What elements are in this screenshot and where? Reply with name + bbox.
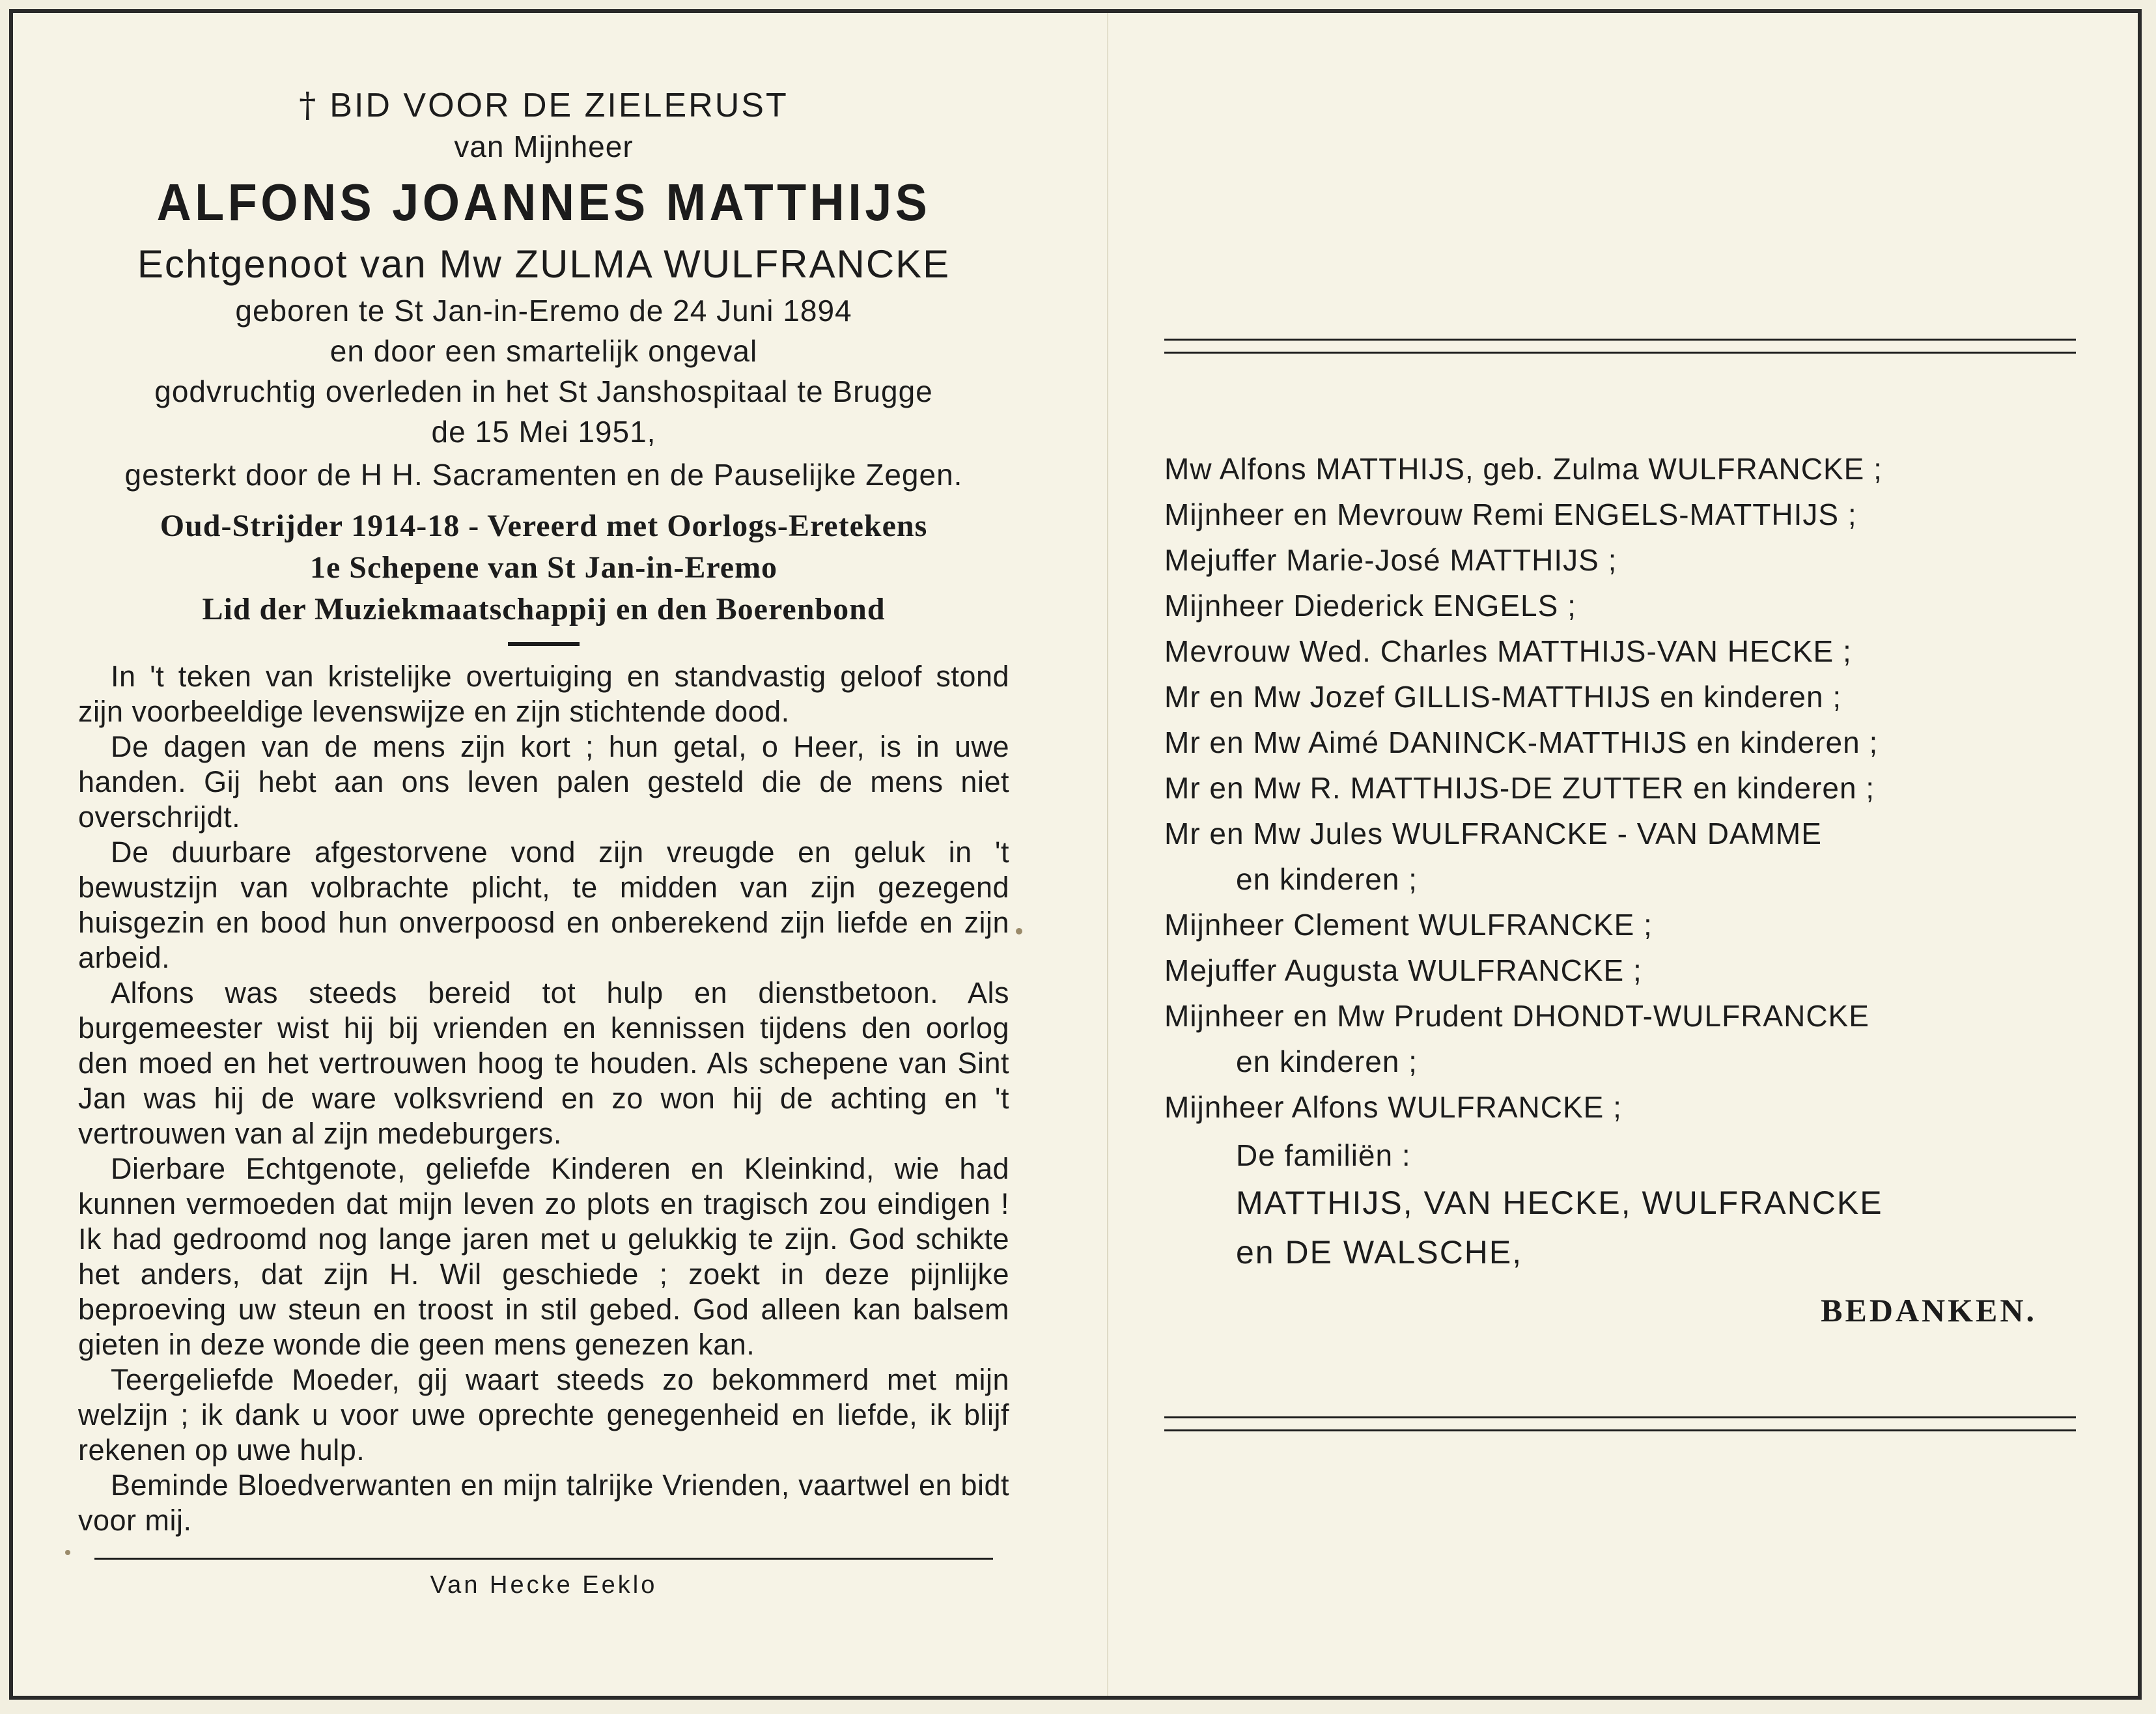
- sacraments-line: gesterkt door de H H. Sacramenten en de Pauselijke Zegen.: [124, 458, 963, 492]
- info-line: geboren te St Jan-in-Eremo de 24 Juni 1894: [235, 294, 852, 328]
- printer-credit: Van Hecke Eeklo: [430, 1571, 658, 1599]
- deceased-name: ALFONS JOANNES MATTHIJS: [156, 173, 931, 231]
- prayer-text: BID VOOR DE ZIELERUST: [329, 87, 789, 124]
- honorific: van Mijnheer: [454, 130, 634, 163]
- paper-spot: [65, 1550, 70, 1555]
- cross-icon: †: [299, 86, 318, 125]
- prayer-heading: [78, 85, 1009, 126]
- info-line: en door een smartelijk ongeval: [329, 334, 758, 368]
- paragraph: Beminde Bloedverwanten en mijn talrijke Vrienden, vaartwel en bidt voor mij.: [78, 1468, 1009, 1537]
- footer-rule: [94, 1558, 993, 1560]
- bottom-double-rule: [1164, 1416, 2076, 1432]
- families-label: De familiën :: [1236, 1138, 1411, 1172]
- paragraph: Alfons was steeds bereid tot hulp en dienstbetoon. Als burgemeester wist hij bij vrienden en kennissen tijdens den oorlog den moed en het vertrouwen hoog te houden. Als schepene van Sint Jan was hij de ware volksvriend en zo won hij de achting en 't vertrouwen van al zijn medeburgers.: [78, 976, 1009, 1150]
- thanks-line: BEDANKEN.: [1821, 1292, 2037, 1328]
- family-line: Mr en Mw R. MATTHIJS-DE ZUTTER en kinderen ;: [1164, 771, 1875, 805]
- family-line: en kinderen ;: [1236, 862, 1418, 896]
- family-line: Mejuffer Marie-José MATTHIJS ;: [1164, 543, 1617, 577]
- families-line: en DE WALSCHE,: [1236, 1234, 1523, 1271]
- family-line: Mijnheer en Mevrouw Remi ENGELS-MATTHIJS ;: [1164, 498, 1857, 531]
- families-line: MATTHIJS, VAN HECKE, WULFRANCKE: [1236, 1185, 1883, 1221]
- family-line: Mijnheer Diederick ENGELS ;: [1164, 589, 1576, 623]
- family-line: Mr en Mw Jules WULFRANCKE - VAN DAMME: [1164, 817, 1822, 850]
- info-line: godvruchtig overleden in het St Janshospitaal te Brugge: [154, 374, 933, 408]
- paragraph: De duurbare afgestorvene vond zijn vreugde en geluk in 't bewustzijn van volbrachte plicht, te midden van zijn gezegend huisgezin en bood hun onverpoosd en onberekend zijn liefde en zijn arbeid.: [78, 836, 1009, 974]
- merit-line: 1e Schepene van St Jan-in-Eremo: [309, 550, 778, 585]
- family-line: Mijnheer Alfons WULFRANCKE ;: [1164, 1090, 1622, 1124]
- divider: [508, 642, 580, 646]
- paragraph: In 't teken van kristelijke overtuiging en standvastig geloof stond zijn voorbeeldige levenswijze en zijn stichtende dood.: [78, 660, 1009, 728]
- family-line: Mejuffer Augusta WULFRANCKE ;: [1164, 953, 1642, 987]
- memorial-card: [9, 9, 2142, 1700]
- family-line: Mr en Mw Jozef GILLIS-MATTHIJS en kinderen ;: [1164, 680, 1842, 714]
- merit-line: Lid der Muziekmaatschappij en den Boerenbond: [202, 592, 886, 626]
- paragraph: De dagen van de mens zijn kort ; hun getal, o Heer, is in uwe handen. Gij hebt aan ons leven palen gesteld die de mens niet overschrijdt.: [78, 730, 1009, 834]
- center-fold: [1107, 13, 1108, 1696]
- spouse-line: Echtgenoot van Mw ZULMA WULFRANCKE: [137, 242, 951, 286]
- family-line: en kinderen ;: [1236, 1045, 1418, 1078]
- family-line: Mw Alfons MATTHIJS, geb. Zulma WULFRANCKE ;: [1164, 452, 1883, 486]
- family-line: Mijnheer Clement WULFRANCKE ;: [1164, 908, 1653, 942]
- merit-line: Oud-Strijder 1914-18 - Vereerd met Oorlogs-Eretekens: [160, 509, 928, 543]
- paragraph: Dierbare Echtgenote, geliefde Kinderen en Kleinkind, wie had kunnen vermoeden dat mijn leven zo plots en tragisch zou eindigen ! Ik had gedroomd nog lange jaren met u gelukkig te zijn. God schikte het anders, dat zijn H. Wil geschiede ; zoekt in deze pijnlijke beproeving uw steun en troost in stil gebed. God alleen kan balsem gieten in deze wonde die geen mens genezen kan.: [78, 1152, 1009, 1361]
- family-line: Mevrouw Wed. Charles MATTHIJS-VAN HECKE ;: [1164, 634, 1852, 668]
- right-panel: [1146, 13, 2084, 1696]
- family-line: Mr en Mw Aimé DANINCK-MATTHIJS en kinderen ;: [1164, 725, 1879, 759]
- family-list: [1164, 446, 2095, 1329]
- memorial-text: [78, 659, 1009, 1538]
- family-line: Mijnheer en Mw Prudent DHONDT-WULFRANCKE: [1164, 999, 1869, 1033]
- info-line: de 15 Mei 1951,: [431, 415, 656, 449]
- paragraph: Teergeliefde Moeder, gij waart steeds zo bekommerd met mijn welzijn ; ik dank u voor uwe oprechte genegenheid en liefde, ik blijf rekenen op uwe hulp.: [78, 1363, 1009, 1467]
- left-panel: [78, 78, 1009, 1599]
- top-double-rule: [1164, 339, 2076, 354]
- paper-spot: [1016, 928, 1022, 934]
